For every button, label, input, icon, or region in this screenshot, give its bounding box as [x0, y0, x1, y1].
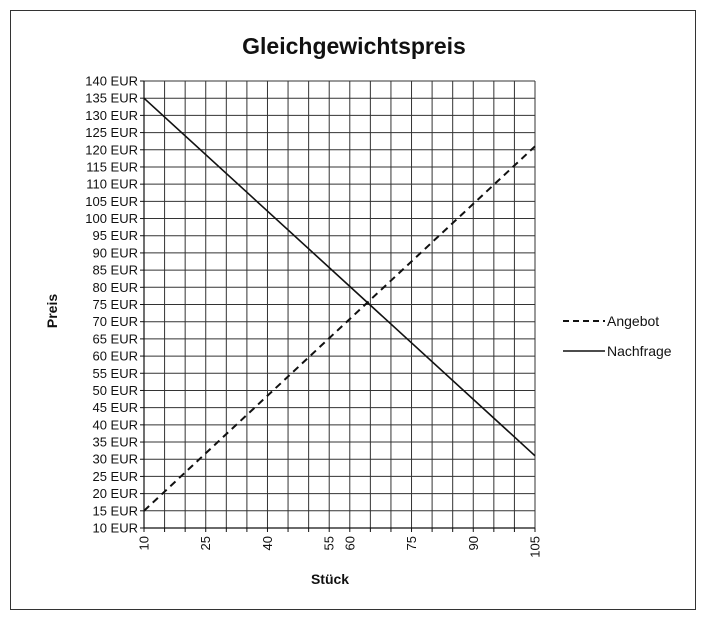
- y-tick-label: 50 EUR: [92, 382, 138, 398]
- y-tick-label: 130 EUR: [85, 107, 138, 123]
- x-tick-label: 105: [527, 536, 543, 558]
- y-tick-label: 85 EUR: [92, 262, 138, 278]
- y-tick-label: 95 EUR: [92, 228, 138, 244]
- y-tick-label: 10 EUR: [92, 520, 138, 536]
- y-tick-label: 30 EUR: [92, 451, 138, 467]
- x-tick-label: 10: [136, 536, 152, 551]
- x-tick-label: 75: [404, 536, 420, 551]
- y-tick-label: 120 EUR: [85, 142, 138, 158]
- legend-label-nachfrage: Nachfrage: [607, 343, 672, 359]
- y-tick-label: 60 EUR: [92, 348, 138, 364]
- y-tick-label: 140 EUR: [85, 73, 138, 89]
- x-axis-title: Stück: [310, 571, 350, 587]
- legend-label-angebot: Angebot: [607, 313, 660, 329]
- y-tick-label: 115 EUR: [86, 159, 138, 175]
- y-tick-label: 125 EUR: [85, 125, 138, 141]
- x-tick-label: 55: [321, 536, 337, 551]
- series-line-nachfrage: [144, 98, 535, 456]
- y-tick-label: 20 EUR: [92, 486, 138, 502]
- y-tick-labels: [85, 74, 138, 536]
- y-tick-label: 65 EUR: [92, 331, 138, 347]
- y-tick-label: 40 EUR: [92, 417, 138, 433]
- y-tick-label: 45 EUR: [92, 400, 138, 416]
- legend: [563, 313, 672, 359]
- y-axis-title: Preis: [44, 293, 60, 329]
- x-tick-label: 90: [465, 536, 481, 551]
- y-tick-label: 55 EUR: [92, 365, 138, 381]
- y-tick-label: 135 EUR: [85, 90, 138, 106]
- chart-svg: [11, 11, 697, 611]
- y-tick-label: 35 EUR: [92, 434, 138, 450]
- y-tick-label: 105 EUR: [85, 193, 138, 209]
- x-tick-labels: [137, 536, 543, 558]
- y-tick-label: 90 EUR: [92, 245, 138, 261]
- y-tick-label: 15 EUR: [92, 503, 138, 519]
- y-tick-label: 110 EUR: [86, 176, 138, 192]
- x-tick-label: 25: [198, 536, 214, 551]
- y-tick-label: 70 EUR: [92, 314, 138, 330]
- y-tick-label: 80 EUR: [92, 279, 138, 295]
- y-tick-label: 25 EUR: [92, 468, 138, 484]
- chart-title: Gleichgewichtspreis: [242, 33, 466, 59]
- chart-frame: [10, 10, 696, 610]
- y-tick-label: 75 EUR: [92, 297, 138, 312]
- x-tick-label: 60: [342, 536, 358, 551]
- y-tick-label: 100 EUR: [85, 211, 138, 227]
- x-tick-label: 40: [259, 536, 275, 551]
